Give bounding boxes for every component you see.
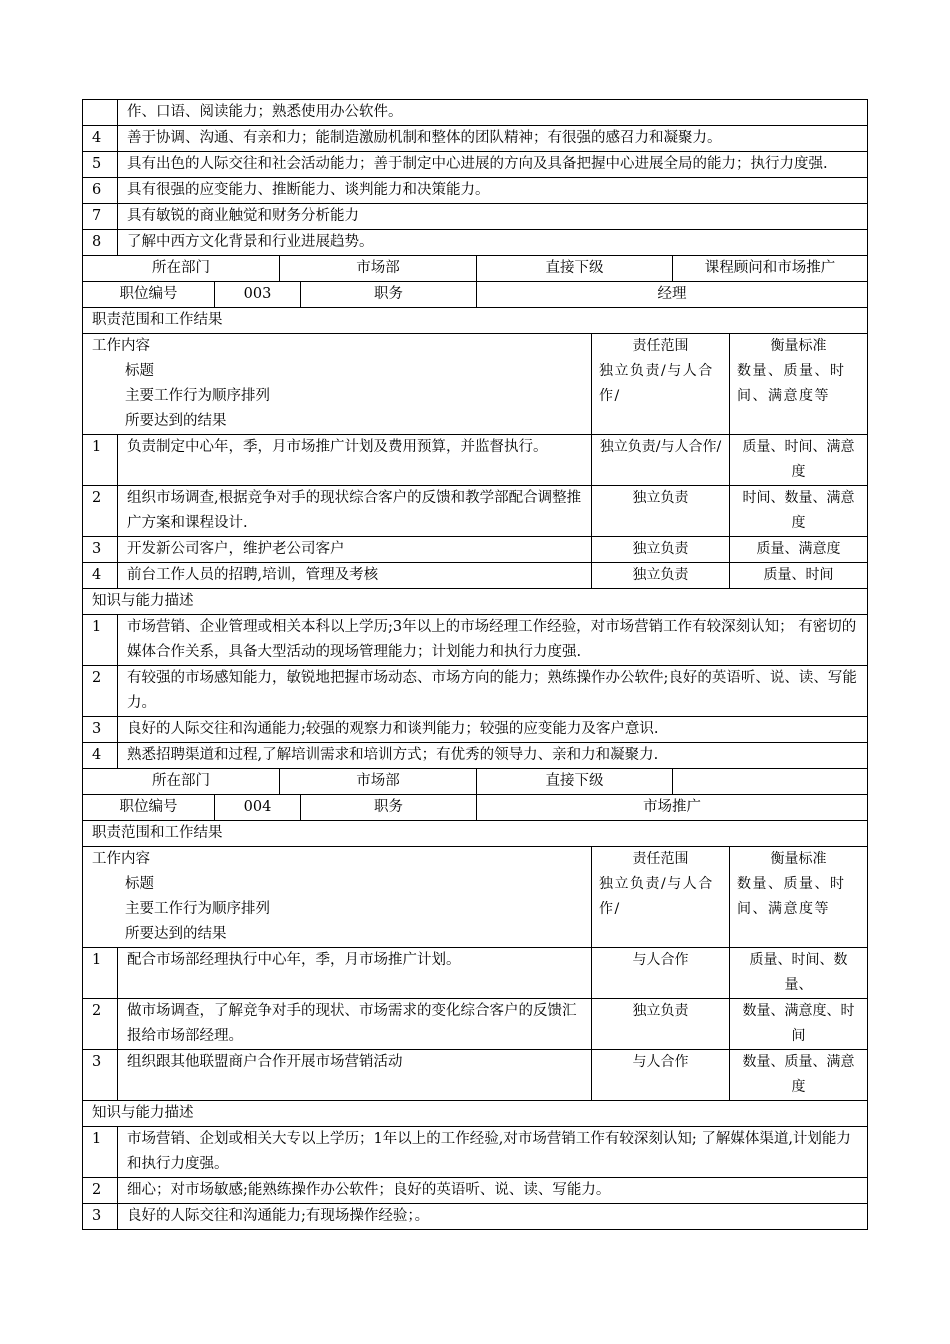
duty-row <box>82 537 868 563</box>
measure-header <box>729 334 867 434</box>
table-row <box>82 204 868 230</box>
measure-types-label: 数量、质量、时间、满意度等 <box>737 363 846 404</box>
duty-text: 负责制定中心年，季，月市场推广计划及费用预算，并监督执行。 <box>117 435 591 485</box>
measure-header <box>729 847 867 947</box>
knowledge-row <box>82 615 868 666</box>
main-actions-label: 主要工作行为顺序排列 <box>125 901 270 917</box>
position-row <box>82 282 868 308</box>
row-number: 7 <box>92 208 102 224</box>
work-content-header <box>83 847 591 947</box>
duty-resp: 独立负责 <box>591 563 729 588</box>
duty-resp: 独立负责 <box>591 486 729 536</box>
resp-header <box>591 847 729 947</box>
row-number: 2 <box>92 1182 102 1198</box>
section-header <box>82 1101 868 1127</box>
row-text: 了解中西方文化背景和行业进展趋势。 <box>117 230 867 255</box>
duty-resp: 独立负责 <box>591 537 729 562</box>
measure-types-label: 数量、质量、时间、满意度等 <box>737 876 846 917</box>
row-text: 善于协调、沟通、有亲和力；能制造激励机制和整体的团队精神；有很强的感召力和凝聚力。 <box>117 126 867 151</box>
row-number: 8 <box>92 234 102 250</box>
table-row <box>82 99 868 126</box>
duty-text: 前台工作人员的招聘,培训，管理及考核 <box>117 563 591 588</box>
heading-label: 标题 <box>125 876 154 892</box>
knowledge-text: 有较强的市场感知能力，敏锐地把握市场动态、市场方向的能力；熟练操作办公软件;良好的英语听、说、读、写能力。 <box>117 666 867 716</box>
knowledge-text: 市场营销、企划或相关大专以上学历；1年以上的工作经验,对市场营销工作有较深刻认知; 了解媒体渠道,计划能力和执行力度强。 <box>117 1127 867 1177</box>
row-number: 5 <box>92 156 102 172</box>
duties-header-row <box>82 847 868 948</box>
row-text: 具有敏锐的商业触觉和财务分析能力 <box>117 204 867 229</box>
subordinate-value <box>672 769 867 794</box>
row-text: 具有很强的应变能力、推断能力、谈判能力和决策能力。 <box>117 178 867 203</box>
table-row <box>82 152 868 178</box>
row-number: 1 <box>92 439 102 455</box>
dept-row <box>82 769 868 795</box>
heading-label: 标题 <box>125 363 154 379</box>
resp-types-label: 独立负责/与人合作/ <box>599 363 714 404</box>
row-text: 作、口语、阅读能力；熟悉使用办公软件。 <box>117 100 867 125</box>
work-content-header <box>83 334 591 434</box>
scope-header: 职责范围和工作结果 <box>92 312 223 328</box>
pos-no-label: 职位编号 <box>119 799 178 815</box>
dept-row <box>82 256 868 282</box>
row-number: 3 <box>92 1054 102 1070</box>
knowledge-header: 知识与能力描述 <box>92 593 194 609</box>
measure-label: 衡量标准 <box>770 338 827 354</box>
title-label: 职务 <box>300 795 476 820</box>
job-description-table <box>82 99 868 1230</box>
subordinate-label: 直接下级 <box>476 769 672 794</box>
main-actions-label: 主要工作行为顺序排列 <box>125 388 270 404</box>
knowledge-row <box>82 1204 868 1230</box>
duty-measure: 质量、满意度 <box>729 537 867 562</box>
subordinate-value: 课程顾问和市场推广 <box>672 256 867 281</box>
pos-no-value: 003 <box>214 282 300 307</box>
knowledge-text: 细心；对市场敏感;能熟练操作办公软件；良好的英语听、说、读、写能力。 <box>117 1178 867 1203</box>
knowledge-text: 熟悉招聘渠道和过程,了解培训需求和培训方式；有优秀的领导力、亲和力和凝聚力. <box>117 743 867 768</box>
row-number: 4 <box>92 747 102 763</box>
duty-measure: 质量、时间 <box>729 563 867 588</box>
dept-label: 所在部门 <box>152 260 210 276</box>
dept-value: 市场部 <box>279 769 476 794</box>
table-row <box>82 178 868 204</box>
duty-row <box>82 948 868 999</box>
knowledge-row <box>82 1127 868 1178</box>
duty-measure: 数量、满意度、时间 <box>729 999 867 1049</box>
row-number: 1 <box>92 619 102 635</box>
row-number: 3 <box>92 541 102 557</box>
position-row <box>82 795 868 821</box>
pos-no-label: 职位编号 <box>119 286 178 302</box>
duty-text: 配合市场部经理执行中心年，季，月市场推广计划。 <box>117 948 591 998</box>
measure-label: 衡量标准 <box>770 851 827 867</box>
subordinate-label: 直接下级 <box>476 256 672 281</box>
results-label: 所要达到的结果 <box>125 413 227 429</box>
duty-row <box>82 563 868 589</box>
row-number <box>83 100 117 125</box>
knowledge-text: 市场营销、企业管理或相关本科以上学历;3年以上的市场经理工作经验，对市场营销工作有较深刻认知； 有密切的媒体合作关系，具备大型活动的现场管理能力；计划能力和执行力度强. <box>117 615 867 665</box>
row-number: 2 <box>92 490 102 506</box>
row-number: 3 <box>92 1208 102 1224</box>
row-number: 6 <box>92 182 102 198</box>
section-header <box>82 589 868 615</box>
knowledge-text: 良好的人际交往和沟通能力;有现场操作经验；。 <box>117 1204 867 1229</box>
duty-resp: 与人合作 <box>591 948 729 998</box>
scope-header: 职责范围和工作结果 <box>92 825 223 841</box>
duty-measure: 质量、时间、满意度 <box>729 435 867 485</box>
knowledge-text: 良好的人际交往和沟通能力;较强的观察力和谈判能力；较强的应变能力及客户意识. <box>117 717 867 742</box>
duty-resp: 独立负责/与人合作/ <box>591 435 729 485</box>
table-row <box>82 230 868 256</box>
section-header <box>82 821 868 847</box>
knowledge-row <box>82 666 868 717</box>
knowledge-row <box>82 1178 868 1204</box>
row-text: 具有出色的人际交往和社会活动能力；善于制定中心进展的方向及具备把握中心进展全局的能力；执行力度强. <box>117 152 867 177</box>
row-number: 1 <box>92 952 102 968</box>
resp-header <box>591 334 729 434</box>
title-label: 职务 <box>300 282 476 307</box>
pos-no-value: 004 <box>214 795 300 820</box>
duty-row <box>82 486 868 537</box>
duty-text: 开发新公司客户，维护老公司客户 <box>117 537 591 562</box>
knowledge-header: 知识与能力描述 <box>92 1105 194 1121</box>
duties-header-row <box>82 334 868 435</box>
row-number: 4 <box>92 130 102 146</box>
duty-text: 做市场调查，了解竞争对手的现状、市场需求的变化综合客户的反馈汇报给市场部经理。 <box>117 999 591 1049</box>
duty-row <box>82 999 868 1050</box>
results-label: 所要达到的结果 <box>125 926 227 942</box>
duty-resp: 独立负责 <box>591 999 729 1049</box>
duty-row <box>82 435 868 486</box>
dept-label: 所在部门 <box>152 773 210 789</box>
table-row <box>82 126 868 152</box>
title-value: 市场推广 <box>476 795 867 820</box>
row-number: 4 <box>92 567 102 583</box>
duty-measure: 质量、时间、数量、 <box>729 948 867 998</box>
title-value: 经理 <box>476 282 867 307</box>
work-content-label: 工作内容 <box>92 851 150 867</box>
duty-row <box>82 1050 868 1101</box>
duty-text: 组织市场调查,根据竞争对手的现状综合客户的反馈和教学部配合调整推广方案和课程设计. <box>117 486 591 536</box>
row-number: 2 <box>92 670 102 686</box>
row-number: 2 <box>92 1003 102 1019</box>
resp-scope-label: 责任范围 <box>632 338 689 354</box>
dept-value: 市场部 <box>279 256 476 281</box>
duty-measure: 数量、质量、满意度 <box>729 1050 867 1100</box>
resp-types-label: 独立负责/与人合作/ <box>599 876 714 917</box>
resp-scope-label: 责任范围 <box>632 851 689 867</box>
knowledge-row <box>82 717 868 743</box>
work-content-label: 工作内容 <box>92 338 150 354</box>
knowledge-row <box>82 743 868 769</box>
row-number: 1 <box>92 1131 102 1147</box>
duty-measure: 时间、数量、满意度 <box>729 486 867 536</box>
duty-text: 组织跟其他联盟商户合作开展市场营销活动 <box>117 1050 591 1100</box>
section-header <box>82 308 868 334</box>
duty-resp: 与人合作 <box>591 1050 729 1100</box>
row-number: 3 <box>92 721 102 737</box>
